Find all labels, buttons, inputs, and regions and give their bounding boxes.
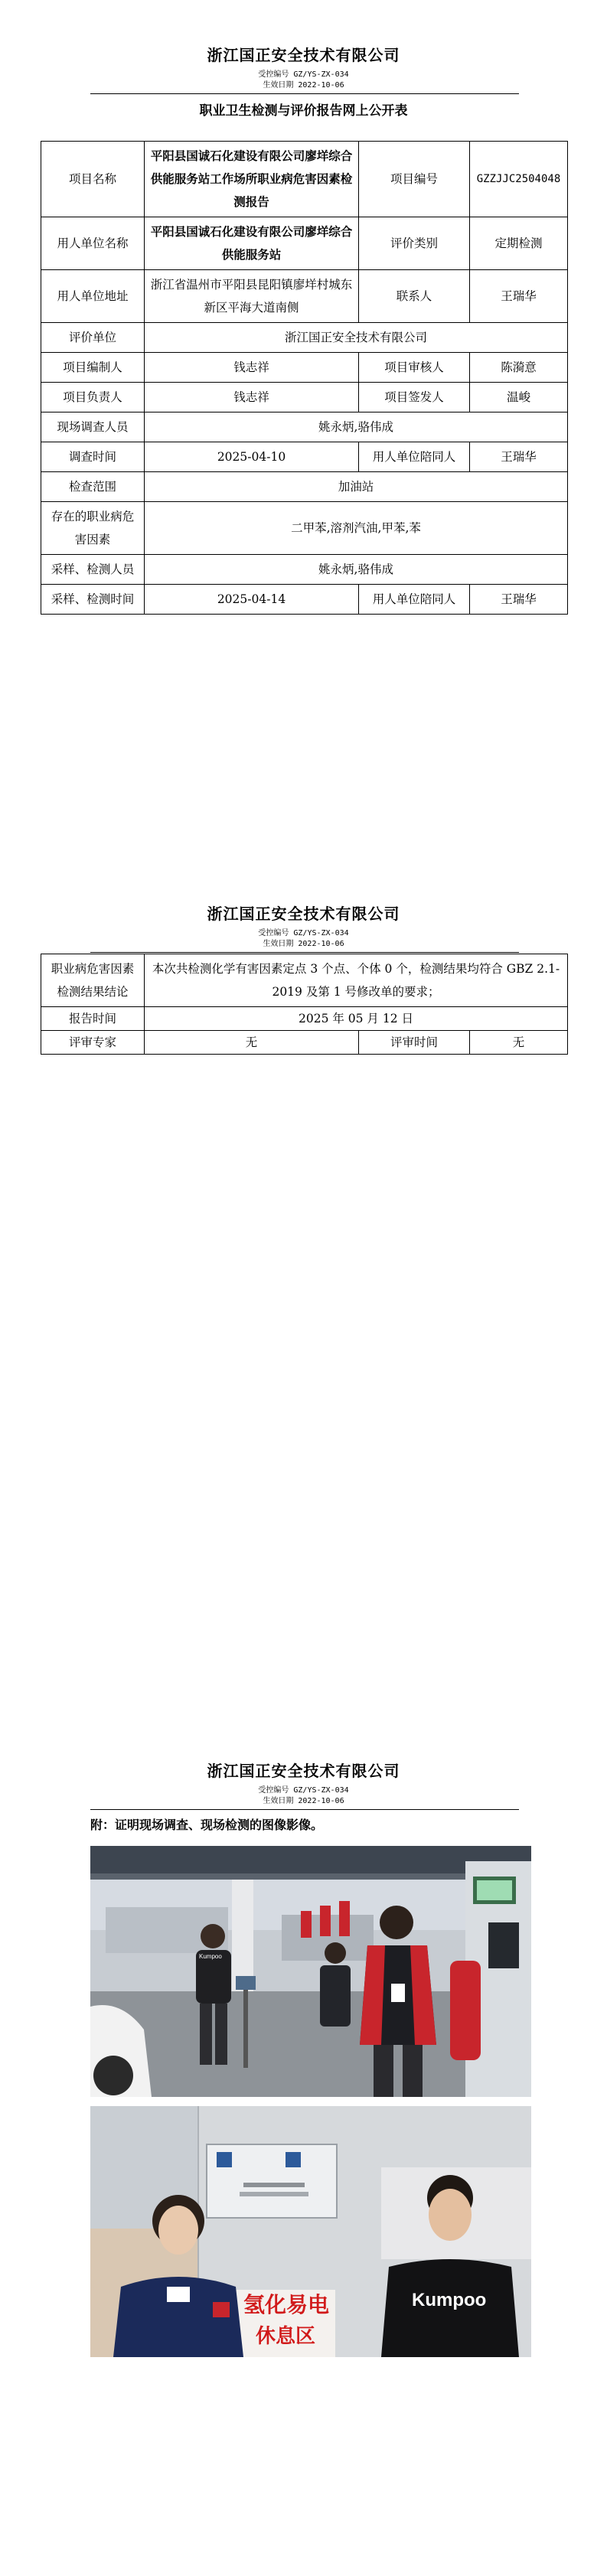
page-header (0, 43, 607, 91)
project-reviewer: 陈漪意 (470, 353, 568, 383)
table-row (41, 412, 568, 442)
staff-portrait-scene (90, 2106, 531, 2357)
report-time: 2025 年 05 月 12 日 (145, 1007, 568, 1031)
evaluation-unit: 浙江国正安全技术有限公司 (145, 323, 568, 353)
header-rule (90, 1809, 519, 1810)
table-row (41, 502, 568, 555)
escort-person-2: 王瑞华 (470, 585, 568, 615)
company-name: 浙江国正安全技术有限公司 (207, 46, 400, 64)
evaluation-type: 定期检测 (470, 217, 568, 270)
site-photo-1 (90, 1846, 531, 2097)
company-name: 浙江国正安全技术有限公司 (207, 1762, 400, 1780)
cell-label: 调查时间 (41, 442, 145, 472)
table-row (41, 323, 568, 353)
review-experts: 无 (145, 1031, 359, 1055)
sampling-time: 2025-04-14 (145, 585, 359, 615)
sampling-staff: 姚永炳,骆伟成 (145, 555, 568, 585)
escort-person: 王瑞华 (470, 442, 568, 472)
effective-date: 生效日期 2022-10-06 (263, 940, 344, 948)
hazard-factors: 二甲苯,溶剂汽油,甲苯,苯 (145, 502, 568, 555)
cell-label: 职业病危害因素检测结果结论 (41, 954, 145, 1007)
site-photo-2 (90, 2106, 531, 2357)
cell-label: 评审时间 (359, 1031, 470, 1055)
company-name: 浙江国正安全技术有限公司 (207, 905, 400, 923)
review-time: 无 (470, 1031, 568, 1055)
gas-station-scene (90, 1846, 531, 2097)
table-row (41, 270, 568, 323)
table-row (41, 585, 568, 615)
report-info-table (41, 141, 568, 615)
site-investigators: 姚永炳,骆伟成 (145, 412, 568, 442)
table-row (41, 1031, 568, 1055)
project-name: 平阳县国诚石化建设有限公司廖垟综合供能服务站工作场所职业病危害因素检测报告 (145, 142, 359, 217)
table-row (41, 442, 568, 472)
project-leader: 钱志祥 (145, 383, 359, 412)
project-issuer: 温峻 (470, 383, 568, 412)
cell-label: 项目编号 (359, 142, 470, 217)
cell-label: 项目签发人 (359, 383, 470, 412)
table-row (41, 954, 568, 1007)
control-number: 受控编号 GZ/YS-ZX-034 (258, 1786, 349, 1795)
detection-conclusion: 本次共检测化学有害因素定点 3 个点、个体 0 个，检测结果均符合 GBZ 2.1-2019 及第 1 号修改单的要求； (145, 954, 568, 1007)
cell-label: 评价单位 (41, 323, 145, 353)
contact-person: 王瑞华 (470, 270, 568, 323)
table-row (41, 472, 568, 502)
survey-time: 2025-04-10 (145, 442, 359, 472)
employer-name: 平阳县国诚石化建设有限公司廖垟综合供能服务站 (145, 217, 359, 270)
table-row (41, 353, 568, 383)
conclusion-table (41, 954, 568, 1055)
table-row (41, 555, 568, 585)
cell-label: 用人单位陪同人 (359, 585, 470, 615)
project-number: GZZJJC2504048 (470, 142, 568, 217)
cell-label: 存在的职业病危害因素 (41, 502, 145, 555)
attachment-note: 附：证明现场调查、现场检测的图像影像。 (90, 1818, 324, 1832)
page-header (0, 1759, 607, 1807)
project-compiler: 钱志祥 (145, 353, 359, 383)
table-row (41, 1007, 568, 1031)
document-title: 职业卫生检测与评价报告网上公开表 (199, 103, 408, 119)
table-row (41, 383, 568, 412)
cell-label: 项目名称 (41, 142, 145, 217)
sign-text-rest-area: 休息区 (256, 2325, 316, 2348)
cell-label: 项目审核人 (359, 353, 470, 383)
inspection-scope: 加油站 (145, 472, 568, 502)
cell-label: 用人单位名称 (41, 217, 145, 270)
page-header (0, 902, 607, 950)
shirt-logo-text: Kumpoo (199, 1953, 222, 1960)
cell-label: 评价类别 (359, 217, 470, 270)
control-number: 受控编号 GZ/YS-ZX-034 (258, 70, 349, 79)
header-rule (90, 93, 519, 94)
header-rule (90, 952, 519, 953)
cell-label: 用人单位陪同人 (359, 442, 470, 472)
cell-label: 评审专家 (41, 1031, 145, 1055)
effective-date: 生效日期 2022-10-06 (263, 1797, 344, 1805)
cell-label: 检查范围 (41, 472, 145, 502)
sign-text-charging: 氢化易电 (243, 2292, 330, 2317)
cell-label: 报告时间 (41, 1007, 145, 1031)
control-number: 受控编号 GZ/YS-ZX-034 (258, 929, 349, 937)
effective-date: 生效日期 2022-10-06 (263, 81, 344, 90)
employer-address: 浙江省温州市平阳县昆阳镇廖垟村城东新区平海大道南侧 (145, 270, 359, 323)
cell-label: 项目负责人 (41, 383, 145, 412)
cell-label: 现场调查人员 (41, 412, 145, 442)
cell-label: 联系人 (359, 270, 470, 323)
cell-label: 采样、检测人员 (41, 555, 145, 585)
shirt-logo-text: Kumpoo (412, 2290, 487, 2310)
cell-label: 采样、检测时间 (41, 585, 145, 615)
table-row (41, 142, 568, 217)
cell-label: 用人单位地址 (41, 270, 145, 323)
table-row (41, 217, 568, 270)
cell-label: 项目编制人 (41, 353, 145, 383)
